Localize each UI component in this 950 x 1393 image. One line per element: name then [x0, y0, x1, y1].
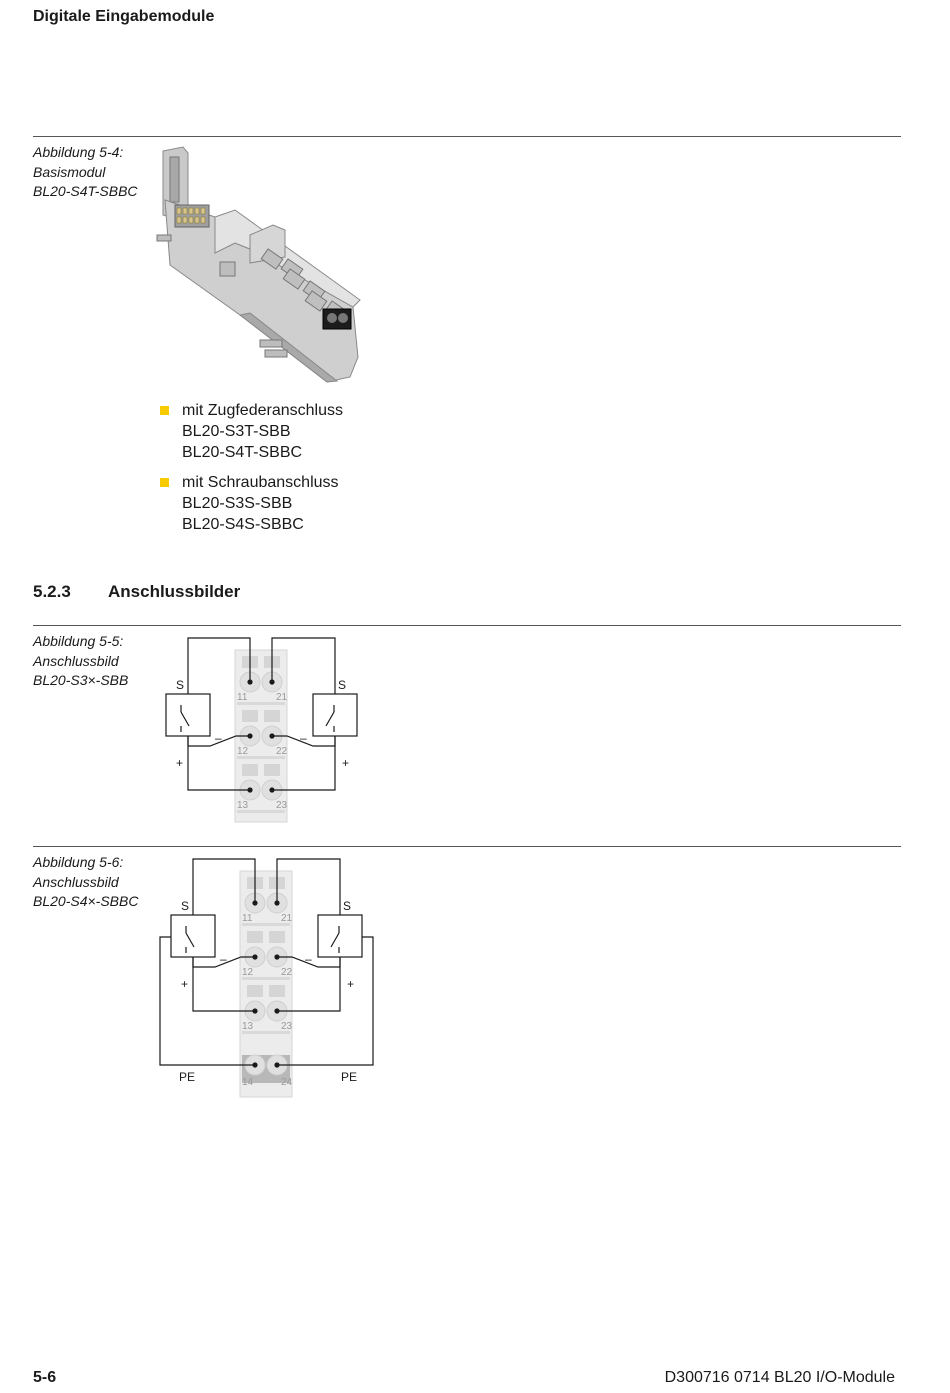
figure-5-5-caption [33, 632, 128, 691]
terminal-label: 11 [237, 692, 248, 703]
terminal-label: 11 [242, 913, 253, 924]
sensor-label: S [338, 678, 347, 692]
terminal-label: 13 [242, 1021, 254, 1032]
wiring-diagram-s4 [155, 853, 380, 1103]
variant-model: BL20-S3S-SBB [182, 495, 293, 512]
plus-label: + [347, 977, 355, 991]
minus-label: – [300, 731, 307, 745]
list-item [158, 472, 343, 535]
pe-label: PE [179, 1070, 196, 1084]
section-number: 5.2.3 [33, 582, 71, 601]
caption-line: Anschlussbild [33, 652, 119, 669]
document-id: D300716 0714 BL20 I/O-Module [664, 1369, 895, 1386]
list-item [158, 400, 343, 463]
variant-label: mit Schraubanschluss [182, 474, 339, 491]
sensor-label: S [343, 899, 352, 913]
terminal-label: 22 [276, 746, 288, 757]
terminal-label: 13 [237, 800, 249, 811]
minus-label: – [305, 952, 312, 966]
figure-5-4-caption [33, 143, 138, 202]
sensor-right [318, 915, 362, 957]
figure-5-6-caption [33, 853, 138, 912]
terminal-label: 24 [281, 1077, 293, 1088]
section-title: Anschlussbilder [108, 582, 241, 601]
wiring-diagram-s3 [160, 632, 370, 827]
terminal-label: 14 [242, 1077, 254, 1088]
rule-figure-5-6 [33, 846, 901, 847]
variant-model: BL20-S3T-SBB [182, 423, 291, 440]
minus-label: – [215, 731, 222, 745]
rule-figure-5-5 [33, 625, 901, 626]
caption-line: Anschlussbild [33, 873, 119, 890]
caption-line: Abbildung 5-6: [33, 854, 124, 870]
terminal-label: 23 [281, 1021, 293, 1032]
minus-label: – [220, 952, 227, 966]
sensor-label: S [176, 678, 185, 692]
variant-model: BL20-S4T-SBBC [182, 444, 303, 461]
terminal-label: 12 [242, 967, 254, 978]
caption-line: Abbildung 5-4: [33, 144, 124, 160]
plus-label: + [342, 756, 350, 770]
terminal-label: 12 [237, 746, 249, 757]
terminal-label: 21 [276, 692, 288, 703]
terminal-label: 23 [276, 800, 288, 811]
plus-label: + [181, 977, 189, 991]
bullet-square-icon [160, 478, 169, 487]
caption-line: Abbildung 5-5: [33, 633, 124, 649]
rule-figure-5-4 [33, 136, 901, 137]
variant-list [158, 400, 343, 544]
variant-label: mit Zugfederanschluss [182, 402, 343, 419]
sensor-right [313, 694, 357, 736]
plus-label: + [176, 756, 184, 770]
terminal-label: 22 [281, 967, 293, 978]
base-module-illustration [155, 145, 365, 390]
sensor-label: S [181, 899, 190, 913]
page-number: 5-6 [33, 1369, 57, 1386]
pe-label: PE [341, 1070, 358, 1084]
sensor-left [166, 694, 210, 736]
caption-line: Basismodul [33, 163, 106, 180]
sensor-left [171, 915, 215, 957]
caption-line: BL20-S4×-SBBC [33, 893, 139, 909]
terminal-label: 21 [281, 913, 293, 924]
variant-model: BL20-S4S-SBBC [182, 516, 304, 533]
running-header: Digitale Eingabemodule [33, 8, 215, 25]
bullet-square-icon [160, 406, 169, 415]
caption-line: BL20-S4T-SBBC [33, 183, 138, 199]
caption-line: BL20-S3×-SBB [33, 672, 129, 688]
